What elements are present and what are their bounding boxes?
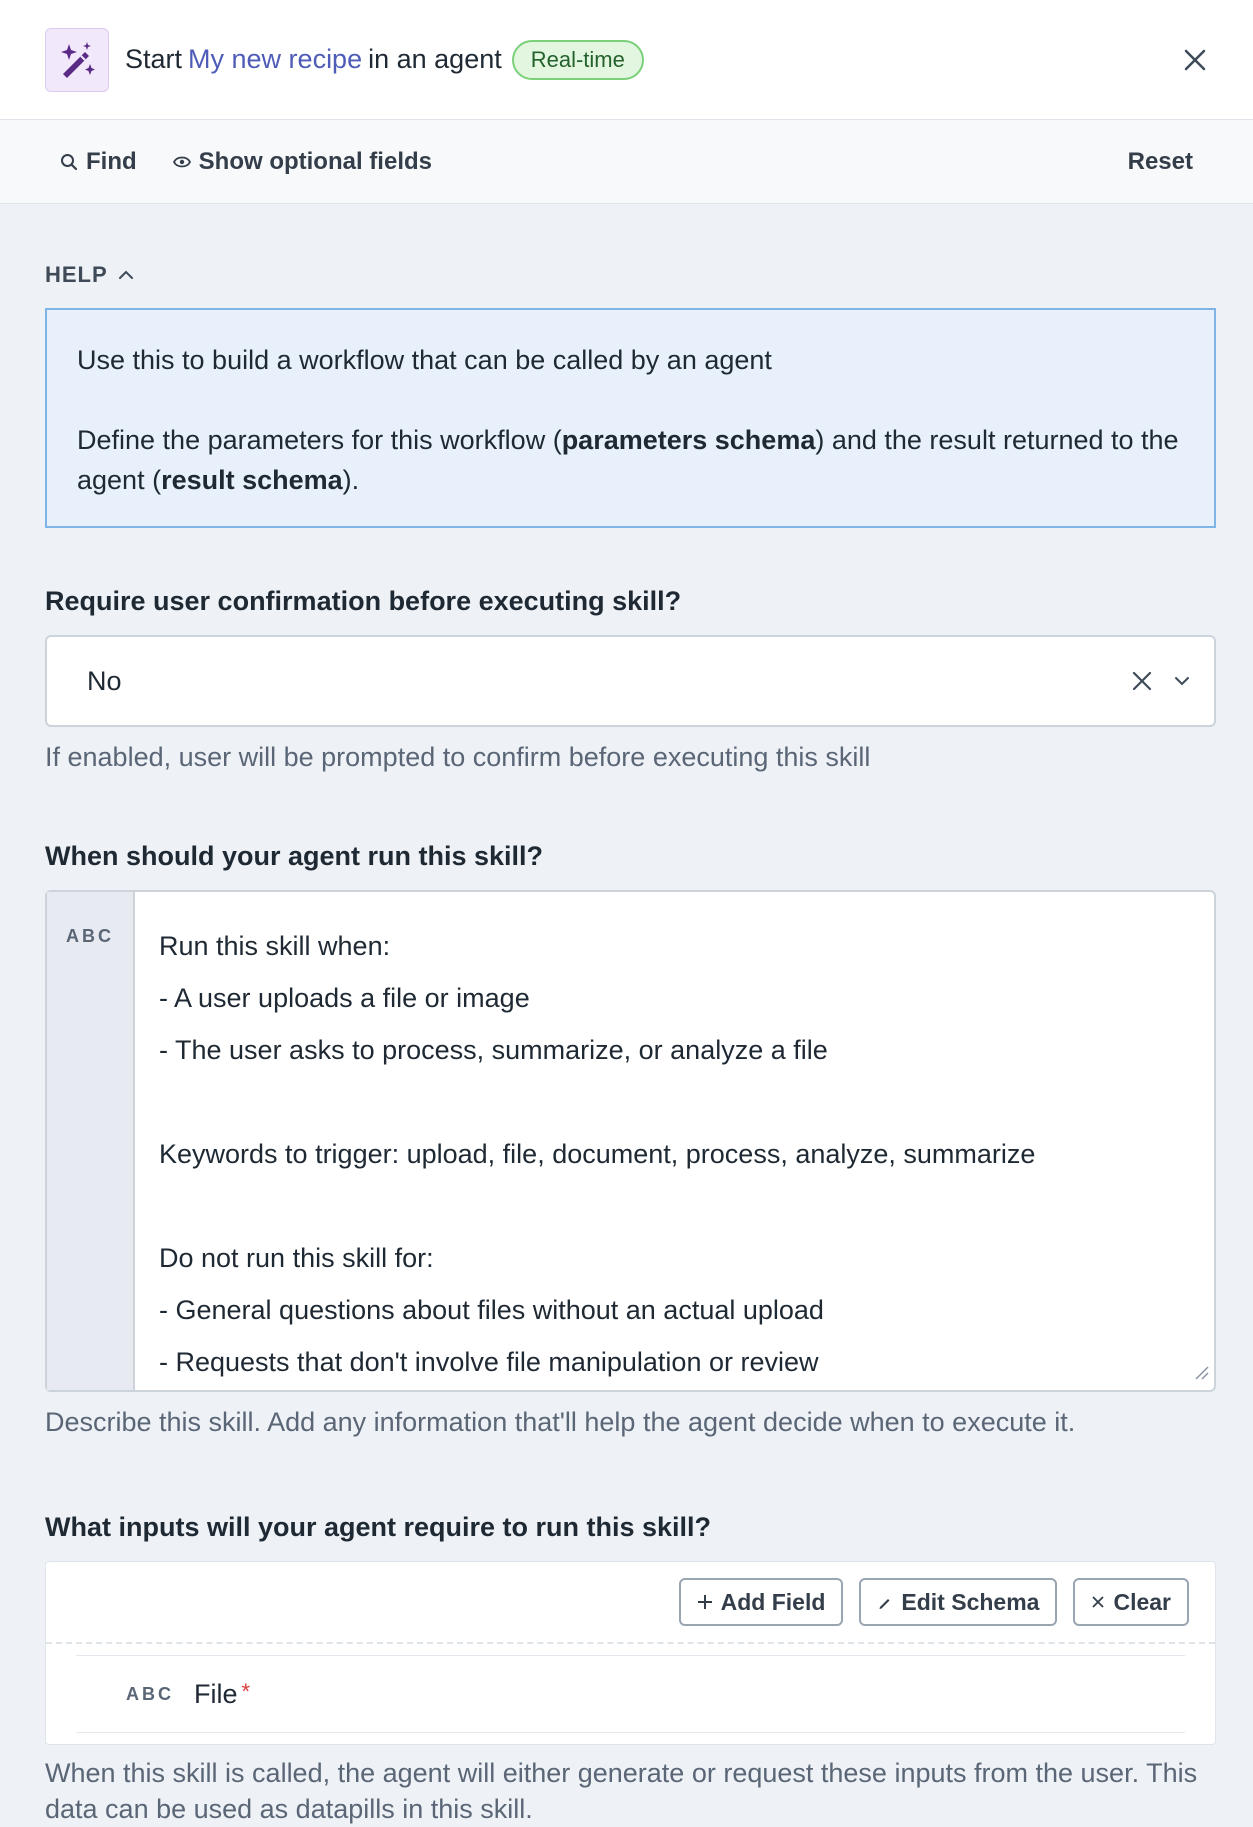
schema-field[interactable] [76, 1655, 1185, 1733]
confirmation-select[interactable] [45, 635, 1216, 727]
help-box [45, 308, 1216, 528]
help-text-1: Use this to build a workflow that can be called by an agent [77, 345, 772, 375]
pencil-icon [877, 1594, 893, 1610]
when-to-run-textarea[interactable] [45, 890, 1216, 1392]
confirmation-label: Require user confirmation before executing skill? [45, 586, 682, 616]
resize-grip-icon [1192, 1363, 1210, 1381]
show-optional-label: Show optional fields [198, 147, 432, 175]
help-text-2: Define the parameters for this workflow (parameters schema) and the result returned to the agent (result schema). [77, 425, 1179, 495]
text-line: - The user asks to process, summarize, or analyze a file [159, 1035, 828, 1065]
resize-handle[interactable] [1192, 1363, 1210, 1386]
clear-selection-button[interactable] [1132, 671, 1152, 691]
plus-icon [697, 1594, 713, 1610]
magic-wand-icon [45, 28, 109, 92]
text-line: - A user uploads a file or image [159, 983, 530, 1013]
clear-schema-button[interactable] [1073, 1578, 1189, 1626]
when-to-run-hint: Describe this skill. Add any information that'll help the agent decide when to execute it. [45, 1407, 1076, 1437]
clear-schema-label: Clear [1113, 1588, 1171, 1615]
text-line: Keywords to trigger: upload, file, document, process, analyze, summarize [159, 1139, 1036, 1169]
chevron-up-icon [118, 270, 134, 280]
find-button[interactable] [60, 148, 137, 176]
add-field-label: Add Field [720, 1588, 826, 1615]
field-name: File * [194, 1678, 251, 1709]
eye-icon [173, 155, 191, 169]
title-suffix: in an agent [368, 44, 502, 74]
text-type-tag: ABC [47, 892, 135, 1390]
recipe-name-link[interactable]: My new recipe [188, 44, 363, 74]
show-optional-fields-button[interactable] [173, 148, 432, 176]
page-title [125, 40, 644, 80]
text-line [159, 1076, 1190, 1128]
edit-schema-button[interactable] [859, 1578, 1057, 1626]
close-icon [1091, 1595, 1105, 1609]
text-line [159, 1180, 1190, 1232]
confirmation-value: No [87, 665, 122, 696]
header [0, 0, 1253, 120]
schema-actions [46, 1562, 1215, 1644]
toolbar [0, 120, 1253, 204]
text-line: - Requests that don't involve file manipulation or review [159, 1347, 819, 1377]
reset-button[interactable] [1128, 148, 1193, 176]
search-icon [60, 153, 78, 171]
reset-label: Reset [1127, 147, 1193, 175]
close-icon [1183, 48, 1207, 72]
form-content [0, 262, 1253, 1827]
help-toggle-label: HELP [45, 262, 108, 287]
find-label: Find [86, 147, 137, 175]
schema-field-row[interactable] [46, 1644, 1215, 1744]
inputs-label: What inputs will your agent require to run this skill? [45, 1512, 712, 1542]
field-type-tag: ABC [126, 1683, 174, 1704]
close-icon [1132, 671, 1152, 691]
when-to-run-label: When should your agent run this skill? [45, 841, 544, 871]
close-button[interactable] [1177, 42, 1213, 78]
when-to-run-text[interactable] [135, 892, 1214, 1390]
edit-schema-label: Edit Schema [901, 1588, 1040, 1615]
schema-editor [45, 1561, 1216, 1745]
confirmation-hint: If enabled, user will be prompted to confirm before executing this skill [45, 742, 871, 772]
status-badge: Real-time [512, 40, 644, 80]
add-field-button[interactable] [679, 1578, 844, 1626]
chevron-down-icon [1174, 676, 1190, 686]
text-line: Run this skill when: [159, 931, 391, 961]
text-line: - General questions about files without an actual upload [159, 1295, 824, 1325]
inputs-hint: When this skill is called, the agent will either generate or request these inputs from the user. This data can be used as datapills in this skill. [45, 1758, 1198, 1824]
required-marker: * [241, 1678, 251, 1704]
text-line: Do not run this skill for: [159, 1243, 434, 1273]
help-toggle[interactable] [45, 262, 1216, 288]
dropdown-toggle[interactable] [1174, 676, 1190, 686]
title-prefix: Start [125, 44, 183, 74]
